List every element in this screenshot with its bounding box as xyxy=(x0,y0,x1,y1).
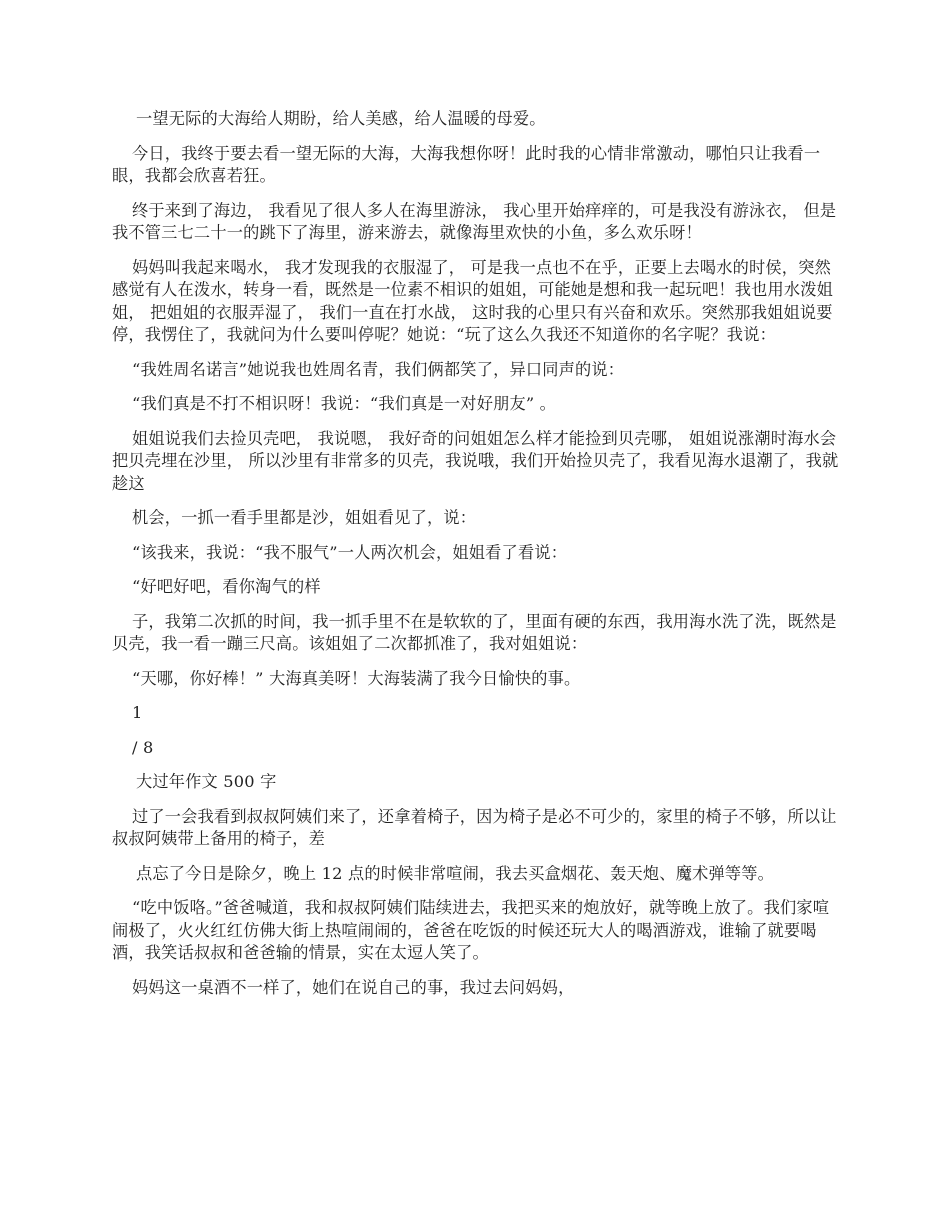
paragraph: 一望无际的大海给人期盼，给人美感，给人温暖的母爱。 xyxy=(136,109,546,128)
paragraph: 姐姐说我们去捡贝壳吧， 我说嗯， 我好奇的问姐姐怎么样才能捡到贝壳哪， 姐姐说涨潮时海水会把贝壳埋在沙里， 所以沙里有非常多的贝壳，我说哦，我们开始捡贝壳了，我看见海水退潮了，我就趁这 xyxy=(112,428,839,493)
page-total: / 8 xyxy=(132,737,154,757)
paragraph: 终于来到了海边， 我看见了很人多人在海里游泳， 我心里开始痒痒的，可是我没有游泳衣， 但是我不管三七二十一的跳下了海里，游来游去，就像海里欢快的小鱼，多么欢乐呀！ xyxy=(112,200,837,242)
paragraph: 今日，我终于要去看一望无际的大海，大海我想你呀！此时我的心情非常激动，哪怕只让我看一眼，我都会欣喜若狂。 xyxy=(112,143,821,185)
section-title: 大过年作文 500 字 xyxy=(136,772,277,791)
document-body xyxy=(112,108,842,1011)
paragraph: 过了一会我看到叔叔阿姨们来了，还拿着椅子，因为椅子是必不可少的，家里的椅子不够，所以让叔叔阿姨带上备用的椅子，差 xyxy=(112,806,837,848)
paragraph: 妈妈这一桌酒不一样了，她们在说自己的事，我过去问妈妈， xyxy=(132,977,575,997)
paragraph: “天哪，你好棒！” 大海真美呀！大海装满了我今日愉快的事。 xyxy=(132,668,581,688)
paragraph: 点忘了今日是除夕，晚上 12 点的时候非常喧闹，我去买盒烟花、轰天炮、魔术弹等等。 xyxy=(136,863,775,883)
paragraph: 子，我第二次抓的时间，我一抓手里不在是软软的了，里面有硬的东西，我用海水洗了洗，既然是贝壳，我一看一蹦三尺高。该姐姐了二次都抓准了，我对姐姐说： xyxy=(112,611,837,653)
paragraph: “该我来，我说：“我不服气”一人两次机会，姐姐看了看说： xyxy=(132,542,568,562)
paragraph: “我姓周名诺言”她说我也姓周名青，我们俩都笑了，异口同声的说： xyxy=(132,359,625,379)
paragraph: 妈妈叫我起来喝水， 我才发现我的衣服湿了， 可是我一点也不在乎，正要上去喝水的时侯，突然感觉有人在泼水，转身一看，既然是一位素不相识的姐姐，可能她是想和我一起玩吧！我也用水泼姐姐， 把姐姐的衣服弄湿了， 我们一直在打水战， 这时我的心里只有兴奋和欢乐。突然那我姐姐说要停，我愣住了，我就问为什么要叫停呢？她说：“玩了这么久我还不知道你的名字呢？我说： xyxy=(112,257,834,344)
paragraph: “我们真是不打不相识呀！我说：“我们真是一对好朋友” 。 xyxy=(132,394,557,413)
page-number: 1 xyxy=(132,703,143,722)
paragraph: “吃中饭咯。”爸爸喊道，我和叔叔阿姨们陆续进去，我把买来的炮放好，就等晚上放了。我们家喧闹极了，火火红红仿佛大街上热喧闹闹的，爸爸在吃饭的时候还玩大人的喝酒游戏，谁输了就要喝酒，我笑话叔叔和爸爸输的情景，实在太逗人笑了。 xyxy=(112,898,830,962)
paragraph: 机会，一抓一看手里都是沙，姐姐看见了，说： xyxy=(132,508,477,527)
paragraph: “好吧好吧，看你淘气的样 xyxy=(132,577,321,596)
